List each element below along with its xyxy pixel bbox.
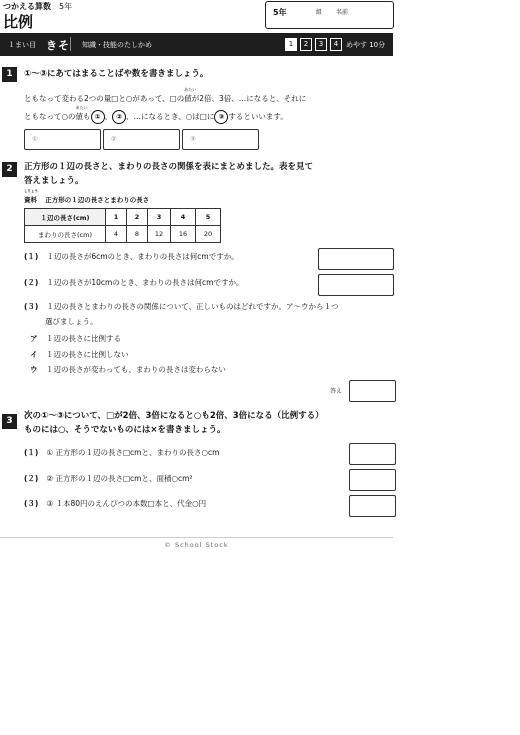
answer-box-2-3[interactable] [349,380,396,402]
blank-3: ③ [214,110,228,124]
question-3-item-3: (３) ③ １本80円のえんぴつの本数□本と、代金○円 [24,499,207,508]
answer-box-1[interactable]: ① [24,129,101,150]
footer-divider [0,537,393,538]
sub-question-2: (２) １辺の長さが10cmのとき、まわりの長さは何cmですか。 [24,278,244,287]
question-2-number: 2 [2,162,17,177]
name-box-grade: 5年 [273,8,287,17]
answer-box-2-1[interactable] [318,248,394,270]
table-cell: 1 [106,209,127,226]
table-row [25,226,221,243]
answer-box-3-2[interactable] [349,469,396,491]
question-1-number: 1 [2,67,17,82]
page-tab-2[interactable]: 2 [300,38,312,51]
page-tab-3[interactable]: 3 [315,38,327,51]
choice-a: ア １辺の長さに比例する [30,334,121,343]
answer-box-3-3[interactable] [349,495,396,517]
name-box[interactable] [265,1,394,29]
question-1-line-2: ともなって○の値 あたい も ① 、 ② 、…になるとき、○は□に ③ するといいます。 [24,110,288,124]
data-table [24,208,221,243]
source-label: 資料 しりょう 正方形の１辺の長さとまわりの長さ [24,189,150,204]
question-2-heading: 正方形の１辺の長さと、まわりの長さの関係を表にまとめました。表を見て 答えましょう。 [24,162,314,186]
blank-2: ② [112,110,126,124]
question-3-item-2: (２) ② 正方形の１辺の長さ□cmと、面積○cm² [24,474,193,483]
choice-i: イ １辺の長さに比例しない [30,350,129,359]
band-subtitle: 知識・技能のたしかめ [82,41,152,49]
table-cell: 16 [171,226,196,243]
question-3-number: 3 [2,414,17,429]
page-indicator [285,38,342,51]
name-box-name-label: 名前 [336,9,349,16]
sub-question-1: (１) １辺の長さが6cmのとき、まわりの長さは何cmですか。 [24,252,239,261]
answer-box-3-1[interactable] [349,443,396,465]
level-label: きそ [46,39,70,52]
blank-1: ① [91,110,105,124]
series-grade: 5年 [59,2,73,11]
page-tab-4[interactable]: 4 [330,38,342,51]
answer-box-3[interactable]: ③ [182,129,259,150]
question-1-heading: ①～③にあてはまることばや数を書きましょう。 [24,69,209,79]
series-name: つかえる算数 [3,2,51,11]
table-row [25,209,221,226]
page-title: 比例 [3,13,34,31]
table-row-header: １辺の長さ(cm) [25,209,106,226]
table-row-header: まわりの長さ(cm) [25,226,106,243]
question-1-line-1: ともなって変わる2つの量□と○があって、□の値 あたい が2倍、3倍、…になると、それに [24,87,307,103]
name-box-class: 組 [316,9,323,16]
answer-label: 答え [330,388,343,395]
question-3-item-1: (１) ① 正方形の１辺の長さ□cmと、まわりの長さ○cm [24,448,220,457]
question-3-heading: 次の①～③について、□が2倍、3倍になると○も2倍、3倍になる（比例する） ものには○、そうでないものには×を書きましょう。 [24,411,324,435]
footer-copyright: © School Stock [164,541,229,549]
page-tab-1[interactable]: 1 [285,38,297,51]
table-cell: 8 [127,226,148,243]
band-divider [70,37,71,51]
table-cell: 5 [196,209,221,226]
table-cell: 12 [148,226,171,243]
table-cell: 3 [148,209,171,226]
table-cell: 20 [196,226,221,243]
table-cell: 4 [171,209,196,226]
time-estimate: めやす 10分 [346,41,386,49]
answer-box-2[interactable]: ② [103,129,180,150]
answer-box-2-2[interactable] [318,274,394,296]
table-cell: 2 [127,209,148,226]
sub-question-3-line-2: 選びましょう。 [45,317,98,326]
sheet-number: １まい目 [8,41,36,49]
sub-question-3: (３) １辺の長さとまわりの長さの関係について、正しいものはどれですか。ア～ウから１つ [24,302,339,311]
table-cell: 4 [106,226,127,243]
choice-u: ウ １辺の長さが変わっても、まわりの長さは変わらない [30,365,226,374]
info-band [0,33,393,56]
